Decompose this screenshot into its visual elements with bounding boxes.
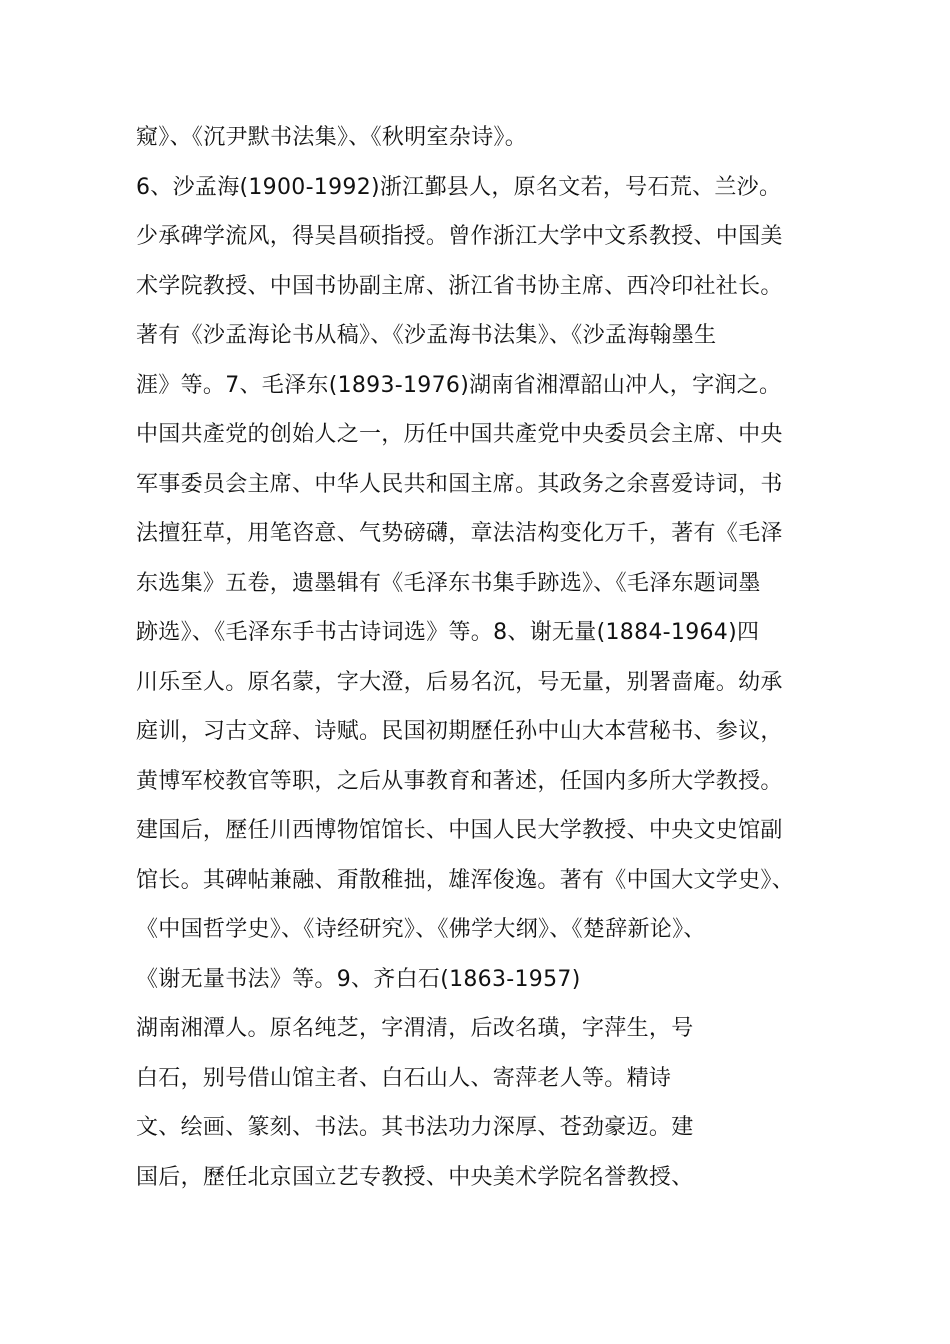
- text-line: 庭训，习古文辞、诗赋。民国初期歷任孙中山大本营秘书、参议，: [136, 719, 783, 744]
- text-line: 窥》、《沉尹默书法集》、《秋明室杂诗》。: [136, 125, 528, 150]
- text-line: 《谢无量书法》等。9、齐白石(1863-1957): [136, 966, 581, 992]
- text-line: 术学院教授、中国书协副主席、浙江省书协主席、西冷印社社长。: [136, 273, 783, 299]
- text-line: 跡选》、《毛泽东手书古诗词选》等。8、谢无量(1884-1964)四: [136, 620, 760, 645]
- text-line: 湖南湘潭人。原名纯芝，字渭清，后改名璜，字萍生，号: [136, 1016, 694, 1041]
- text-line: 少承碑学流风，得吴昌硕指授。曾作浙江大学中文系教授、中国美: [136, 224, 783, 249]
- text-line: 中国共產党的创始人之一，历任中国共產党中央委员会主席、中央: [136, 422, 783, 447]
- text-line: 军事委员会主席、中华人民共和国主席。其政务之余喜爱诗词，书: [136, 471, 783, 497]
- text-line: 文、绘画、篆刻、书法。其书法功力深厚、苍劲豪迈。建: [136, 1115, 694, 1140]
- text-line: 《中国哲学史》、《诗经研究》、《佛学大纲》、《楚辞新论》、: [136, 917, 706, 942]
- document-body: [136, 113, 816, 1202]
- text-line: 东选集》五卷，遗墨辑有《毛泽东书集手跡选》、《毛泽东题词墨: [136, 570, 761, 596]
- text-line: 6、沙孟海(1900-1992)浙江鄞县人，原名文若，号石荒、兰沙。: [136, 174, 782, 200]
- text-line: 著有《沙孟海论书从稿》、《沙孟海书法集》、《沙孟海翰墨生: [136, 323, 717, 348]
- text-line: 川乐至人。原名蒙，字大澄，后易名沉，号无量，别署啬庵。幼承: [136, 669, 783, 695]
- text-line: 白石，别号借山馆主者、白石山人、寄萍老人等。精诗: [136, 1065, 672, 1091]
- text-line: 涯》等。7、毛泽东(1893-1976)湖南省湘潭韶山冲人，字润之。: [136, 372, 782, 398]
- text-line: 法擅狂草，用笔咨意、气势磅礴，章法洁构变化万千，著有《毛泽: [136, 521, 783, 546]
- text-line: 黄博军校教官等职，之后从事教育和著述，任国内多所大学教授。: [136, 768, 783, 794]
- text-line: 国后，歷任北京国立艺专教授、中央美术学院名誉教授、: [136, 1164, 694, 1190]
- text-line: 建国后，歷任川西博物馆馆长、中国人民大学教授、中央文史馆副: [136, 818, 783, 843]
- text-line: 馆长。其碑帖兼融、甭散稚拙，雄浑俊逸。著有《中国大文学史》、: [136, 867, 795, 893]
